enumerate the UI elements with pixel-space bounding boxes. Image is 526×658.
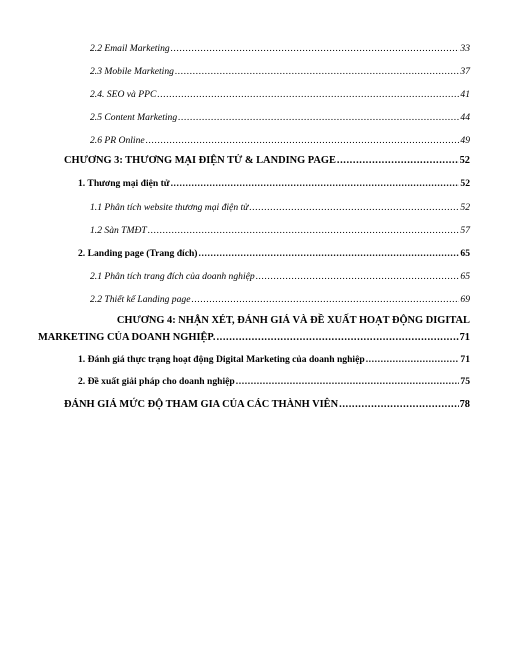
toc-leader-dots — [339, 398, 458, 412]
toc-leader-dots — [175, 65, 459, 79]
toc-leader-dots — [171, 42, 460, 56]
toc-entry-page: 78 — [459, 399, 470, 410]
toc-section-entry[interactable] — [78, 247, 470, 261]
toc-entry[interactable] — [90, 134, 470, 148]
toc-entry-title: 1.1 Phân tích website thương mại điện tử — [90, 202, 249, 213]
toc-entry-title: 1.2 Sàn TMĐT — [90, 225, 147, 236]
toc-leader-dots — [178, 111, 459, 125]
toc-entry-title-line1: CHƯƠNG 4: NHẬN XÉT, ĐÁNH GIÁ VÀ ĐỀ XUẤT HOẠT ĐỘNG DIGITAL — [116, 315, 470, 326]
toc-entry-title: 2. Đề xuất giải pháp cho doanh nghiệp — [78, 376, 235, 387]
toc-entry-page: 69 — [460, 294, 470, 305]
toc-entry-title: 2.6 PR Online — [90, 135, 145, 146]
toc-entry[interactable] — [90, 111, 470, 125]
toc-entry[interactable] — [90, 201, 470, 215]
toc-entry-page: 37 — [460, 66, 470, 77]
toc-entry[interactable] — [90, 88, 470, 102]
toc-entry[interactable] — [90, 65, 470, 79]
toc-entry-title: CHƯƠNG 3: THƯƠNG MẠI ĐIỆN TỬ & LANDING PAGE — [64, 155, 336, 166]
toc-entry-page: 71 — [460, 354, 470, 365]
toc-entry[interactable] — [90, 293, 470, 307]
toc-section-entry[interactable] — [78, 353, 470, 367]
toc-entry[interactable] — [90, 42, 470, 56]
toc-leader-dots — [256, 270, 460, 284]
toc-leader-dots — [236, 375, 460, 389]
toc-leader-dots — [366, 353, 460, 367]
toc-entry-page: 49 — [460, 135, 470, 146]
toc-entry-title: 2.2 Thiết kế Landing page — [90, 294, 191, 305]
toc-entry-page: 41 — [460, 89, 470, 100]
toc-entry-title: 1. Thương mại điện tử — [78, 178, 170, 189]
toc-leader-dots — [337, 154, 459, 168]
toc-entry-page: 52 — [460, 202, 470, 213]
toc-leader-dots — [146, 134, 460, 148]
toc-entry[interactable] — [90, 270, 470, 284]
toc-leader-dots — [148, 224, 460, 238]
toc-entry-page: 65 — [460, 248, 470, 259]
toc-entry-title: 2. Landing page (Trang đích) — [78, 248, 198, 259]
toc-entry-title: 2.4. SEO và PPC — [90, 89, 157, 100]
toc-chapter-entry[interactable] — [64, 154, 470, 168]
toc-entry-page: 52 — [459, 155, 470, 166]
toc-entry-title: 2.5 Content Marketing — [90, 112, 178, 123]
toc-entry-title: 2.2 Email Marketing — [90, 43, 170, 54]
toc-entry-page: 57 — [460, 225, 470, 236]
toc-entry-title: 1. Đánh giá thực trạng hoạt động Digital Marketing của doanh nghiệp — [78, 354, 365, 365]
toc-entry-title-line2: MARKETING CỦA DOANH NGHIỆP. — [38, 332, 216, 343]
toc-entry-page: 52 — [460, 178, 470, 189]
toc-section-entry[interactable] — [78, 375, 470, 389]
toc-section-entry[interactable] — [78, 177, 470, 191]
toc-entry-line2 — [38, 331, 470, 345]
toc-entry-page: 65 — [460, 271, 470, 282]
toc-entry-page: 44 — [460, 112, 470, 123]
toc-leader-dots — [157, 88, 459, 102]
toc-leader-dots — [216, 331, 458, 345]
toc-leader-dots — [191, 293, 459, 307]
toc-leader-dots — [171, 177, 460, 191]
toc-entry-title: 2.1 Phân tích trang đích của doanh nghiệp — [90, 271, 255, 282]
toc-entry-title: ĐÁNH GIÁ MỨC ĐỘ THAM GIA CỦA CÁC THÀNH VIÊN — [64, 399, 339, 410]
toc-entry-page: 75 — [460, 376, 470, 387]
toc-entry[interactable] — [90, 224, 470, 238]
toc-leader-dots — [249, 201, 459, 215]
toc-entry-page: 71 — [459, 332, 470, 343]
toc-entry-title: 2.3 Mobile Marketing — [90, 66, 174, 77]
toc-entry-page: 33 — [460, 43, 470, 54]
toc-leader-dots — [199, 247, 460, 261]
toc-chapter-entry[interactable] — [64, 398, 470, 412]
